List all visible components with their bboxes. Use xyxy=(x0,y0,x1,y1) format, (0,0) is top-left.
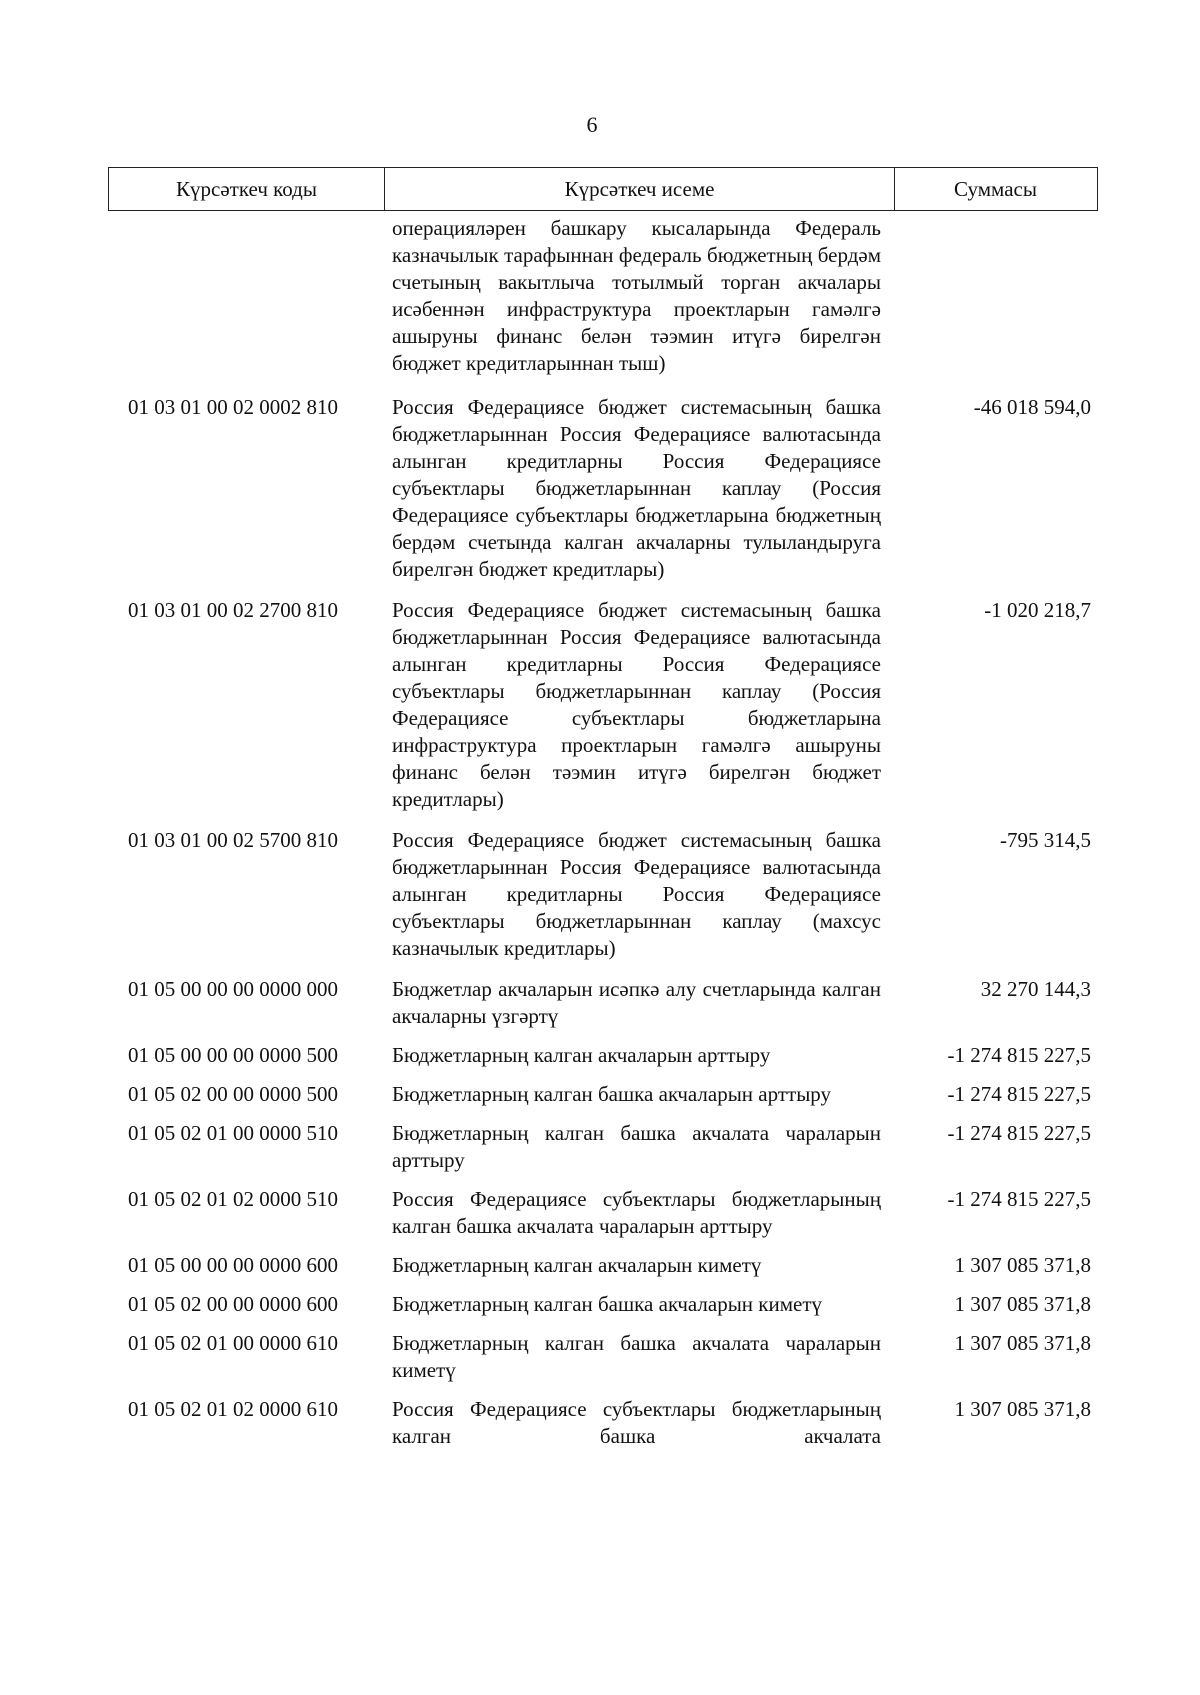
row-sum: 1 307 085 371,8 xyxy=(954,1397,1091,1421)
row-name: Бюджетларның калган башка акчалата чараларын арттыру xyxy=(392,1121,881,1172)
table-row xyxy=(0,1330,1200,1384)
table-row xyxy=(0,597,1200,813)
table-row xyxy=(0,394,1200,583)
row-code: 01 05 00 00 00 0000 500 xyxy=(128,1043,338,1067)
header-sum: Суммасы xyxy=(954,176,1037,201)
row-code: 01 05 02 01 02 0000 610 xyxy=(128,1397,338,1421)
table-row xyxy=(0,976,1200,1030)
row-sum: 1 307 085 371,8 xyxy=(954,1253,1091,1277)
row-name: Россия Федерациясе бюджет системасының башка бюджетларыннан Россия Федерациясе валютасында алынган кредитларны Россия Федерациясе субъектлары бюджетларыннан каплау (Россия Федерациясе субъектлары бюджетларына инфраструктура проектларын гамәлгә ашыруны финанс белән тәэмин итүгә бирелгән бюджет кредитлары) xyxy=(392,598,881,811)
table-row xyxy=(0,1396,1200,1450)
row-name: Россия Федерациясе бюджет системасының башка бюджетларыннан Россия Федерациясе валютасында алынган кредитларны Россия Федерациясе субъектлары бюджетларыннан каплау (махсус казначылык кредитлары) xyxy=(392,828,881,960)
row-code: 01 05 02 00 00 0000 500 xyxy=(128,1082,338,1106)
row-name: Россия Федерациясе бюджет системасының башка бюджетларыннан Россия Федерациясе валютасында алынган кредитларны Россия Федерациясе субъектлары бюджетларыннан каплау (Россия Федерациясе субъектлары бюджетларына бюджетның бердәм счетында калган акчаларны тулыландыруга бирелгән бюджет кредитлары) xyxy=(392,395,881,581)
row-code: 01 03 01 00 02 2700 810 xyxy=(128,598,338,622)
table-row xyxy=(0,827,1200,962)
row-name: Бюджетларның калган башка акчаларын арттыру xyxy=(392,1082,832,1106)
row-sum: -1 274 815 227,5 xyxy=(947,1043,1091,1067)
row-code: 01 03 01 00 02 0002 810 xyxy=(128,395,338,419)
table-row xyxy=(0,1120,1200,1174)
row-code: 01 05 02 01 02 0000 510 xyxy=(128,1187,338,1211)
row-sum: 1 307 085 371,8 xyxy=(954,1331,1091,1355)
row-code: 01 05 02 01 00 0000 610 xyxy=(128,1331,338,1355)
row-code: 01 05 00 00 00 0000 000 xyxy=(128,977,338,1001)
table-row xyxy=(0,215,1200,377)
row-name: Бюджетларның калган башка акчалата чараларын киметү xyxy=(392,1331,881,1382)
page-number: 6 xyxy=(586,112,598,137)
row-code: 01 05 00 00 00 0000 600 xyxy=(128,1253,338,1277)
row-name: Россия Федерациясе субъектлары бюджетларының калган башка акчалата xyxy=(392,1397,881,1448)
table-row xyxy=(0,1291,1200,1318)
row-code: 01 03 01 00 02 5700 810 xyxy=(128,828,338,852)
table-row xyxy=(0,1252,1200,1279)
row-sum: 1 307 085 371,8 xyxy=(954,1292,1091,1316)
row-name: Бюджетларның калган акчаларын киметү xyxy=(392,1253,762,1277)
row-sum: -1 274 815 227,5 xyxy=(947,1187,1091,1211)
row-sum: -795 314,5 xyxy=(1000,828,1091,852)
row-name: операцияләрен башкару кысаларында Федераль казначылык тарафыннан федераль бюджетның бердәм счетының вакытлыча тотылмый торган акчалары исәбеннән инфраструктура проектларын гамәлгә ашыруны финанс белән тәэмин итүгә бирелгән бюджет кредитларыннан тыш) xyxy=(392,216,881,375)
row-sum: -46 018 594,0 xyxy=(973,395,1091,419)
row-name: Бюджетларның калган башка акчаларын киметү xyxy=(392,1292,823,1316)
row-code: 01 05 02 00 00 0000 600 xyxy=(128,1292,338,1316)
table-row xyxy=(0,1081,1200,1108)
row-name: Бюджетлар акчаларын исәпкә алу счетларында калган акчаларны үзгәртү xyxy=(392,977,881,1028)
row-sum: -1 274 815 227,5 xyxy=(947,1082,1091,1106)
table-row xyxy=(0,1042,1200,1069)
table-header xyxy=(108,167,1098,211)
header-code: Күрсәткеч коды xyxy=(109,168,385,210)
table-row xyxy=(0,1186,1200,1240)
table-body xyxy=(0,215,1200,1450)
header-name: Күрсәткеч исеме xyxy=(385,168,895,210)
row-sum: -1 274 815 227,5 xyxy=(947,1121,1091,1145)
row-name: Бюджетларның калган акчаларын арттыру xyxy=(392,1043,771,1067)
row-code: 01 05 02 01 00 0000 510 xyxy=(128,1121,338,1145)
row-name: Россия Федерациясе субъектлары бюджетларының калган башка акчалата чараларын арттыру xyxy=(392,1187,881,1238)
row-sum: -1 020 218,7 xyxy=(984,598,1091,622)
row-sum: 32 270 144,3 xyxy=(980,977,1091,1001)
